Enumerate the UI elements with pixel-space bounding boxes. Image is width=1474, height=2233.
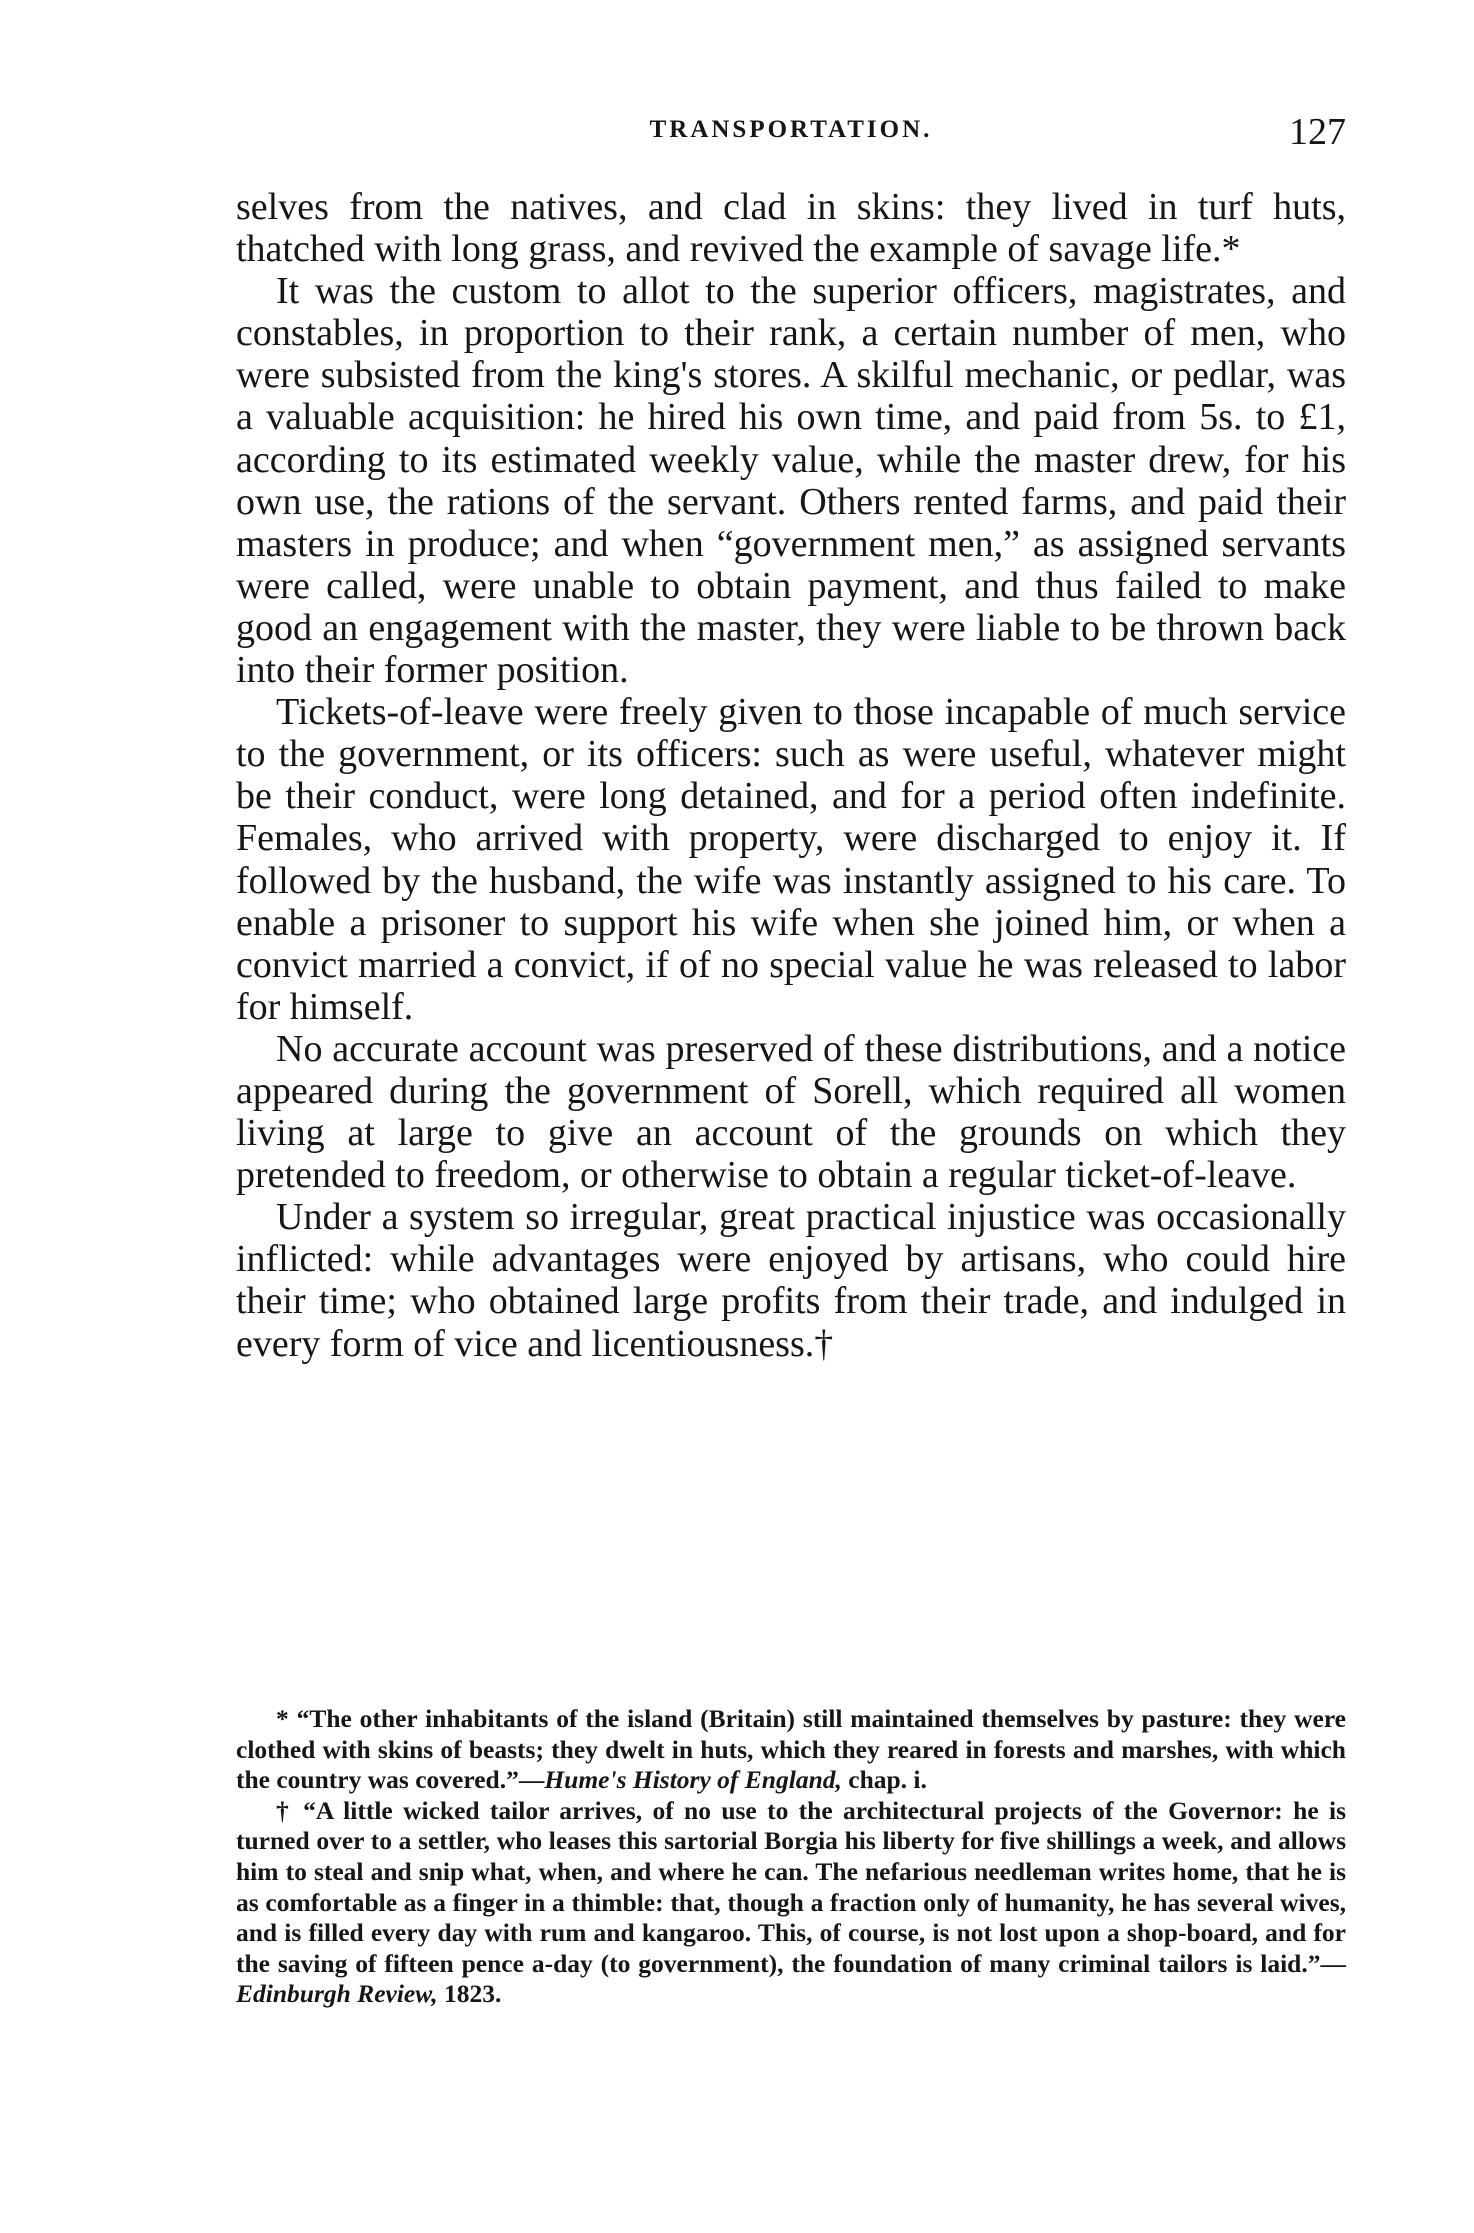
footnote-text: “A little wicked tailor arrives, of no use to the architectural projects of the Governor: he is turned over to a settler, who leases this sartorial Borgia his liberty for five shillings a week, and allows him to steal and snip what, when, and where he can. The nefarious needleman writes home, that he is as comfortable as a finger in a thimble: that, though a fraction only of humanity, he has several wives, and is filled every day with rum and kangaroo. This, of course, is not lost upon a shop-board, and for the saving of fifteen pence a-day (to government), the foundation of many criminal tailors is laid.”— (236, 1795, 1346, 1978)
footnote-tail: chap. i. (841, 1765, 927, 1795)
footnote-text: “The other inhabitants of the island (Britain) still maintained themselves by pasture: they were clothed with skins of beasts; they dwelt in huts, which they reared in forests and marshes, with which the country was covered.”— (236, 1704, 1346, 1795)
paragraph: It was the custom to allot to the superior officers, magistrates, and constables, in proportion to their rank, a certain number of men, who were subsisted from the king's stores. A skilful mechanic, or pedlar, was a valuable acquisition: he hired his own time, and paid from 5s. to £1, according to its estimated weekly value, while the master drew, for his own use, the rations of the servant. Others rented farms, and paid their masters in produce; and when “government men,” as assigned servants were called, were unable to obtain payment, and thus failed to make good an engagement with the master, they were liable to be thrown back into their former position. (236, 270, 1346, 692)
paragraph: Under a system so irregular, great practical injustice was occasionally inflicted: while advantages were enjoyed by artisans, who could hire their time; who obtained large profits from their trade, and indulged in every form of vice and licentiousness.† (236, 1196, 1346, 1365)
footnote-tail: 1823. (437, 1979, 502, 2009)
footnote-mark: † (276, 1795, 293, 1825)
paragraph: No accurate account was preserved of these distributions, and a notice appeared during the government of Sorell, which required all women living at large to give an account of the grounds on which they pretended to freedom, or otherwise to obtain a regular ticket-of-leave. (236, 1027, 1346, 1197)
footnotes (236, 1704, 1346, 2010)
running-title: TRANSPORTATION. (649, 116, 933, 143)
page-number: 127 (1289, 111, 1346, 153)
footnote-mark: * (276, 1704, 289, 1733)
footnote (236, 1796, 1346, 2010)
footnote-source: Edinburgh Review, (236, 1979, 438, 2009)
paragraph: Tickets-of-leave were freely given to those incapable of much service to the government, or its officers: such as were useful, whatever might be their conduct, were long detained, and for a period often indefinite. Females, who arrived with property, were discharged to enjoy it. If followed by the husband, the wife was instantly assigned to his care. To enable a prisoner to support his wife when she joined him, or when a convict married a convict, if of no special value he was released to labor for himself. (236, 691, 1346, 1028)
main-text (236, 186, 1346, 1365)
page-header (236, 112, 1346, 162)
footnote-source: Hume's History of England, (544, 1765, 842, 1795)
footnote (236, 1704, 1346, 1796)
paragraph: selves from the natives, and clad in skins: they lived in turf huts, thatched with long grass, and revived the example of savage life.* (236, 186, 1346, 271)
